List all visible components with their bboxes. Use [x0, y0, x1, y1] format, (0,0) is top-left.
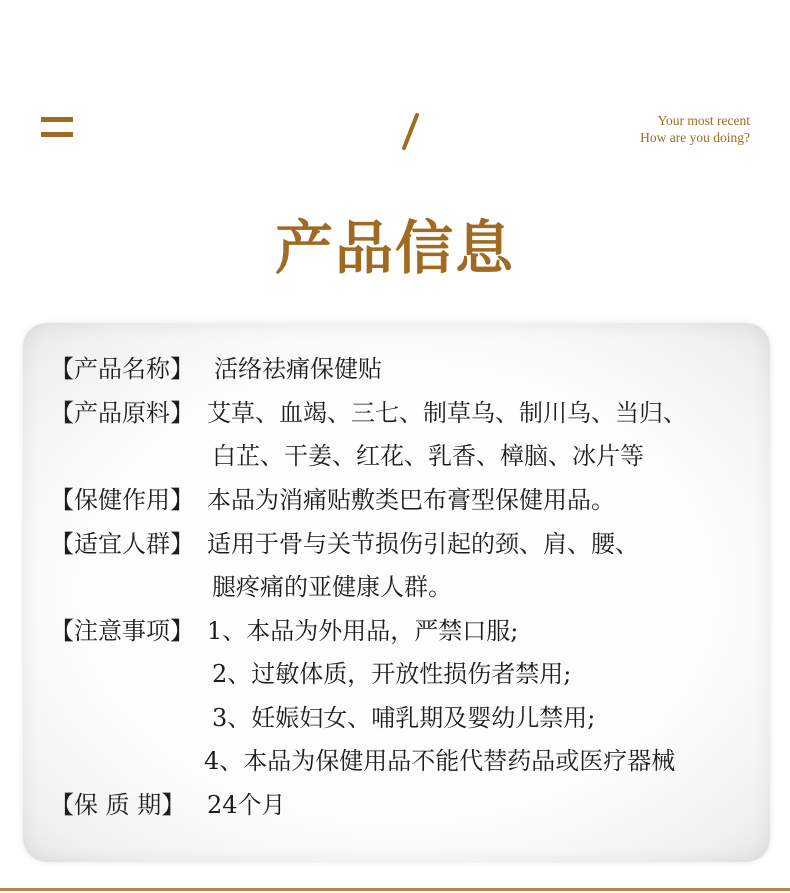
ingredients-label: 【产品原料】 — [50, 399, 194, 427]
menu-icon[interactable] — [41, 117, 73, 139]
name-label: 【产品名称】 — [50, 355, 194, 383]
note-item-3: 3、妊娠妇女、哺乳期及婴幼儿禁用; — [212, 704, 596, 732]
section-title: 产品信息 — [274, 214, 515, 282]
tagline-line-1: Your most recent — [657, 113, 750, 128]
shelf-life-label: 【保 质 期】 — [50, 791, 186, 819]
name-value: 活络祛痛保健贴 — [214, 355, 382, 383]
shelf-life-value: 24个月 — [207, 791, 286, 819]
audience-line-2: 腿疼痛的亚健康人群。 — [212, 573, 452, 601]
bottom-rule — [0, 888, 790, 891]
note-item-4: 4、本品为保健用品不能代替药品或医疗器械 — [204, 747, 676, 775]
ingredients-line-2: 白芷、干姜、红花、乳香、樟脑、冰片等 — [212, 442, 644, 470]
tagline-line-2: How are you doing? — [640, 130, 750, 145]
function-value: 本品为消痛贴敷类巴布膏型保健用品。 — [207, 486, 615, 514]
note-item-2: 2、过敏体质，开放性损伤者禁用; — [212, 660, 572, 688]
tagline — [640, 112, 750, 146]
function-label: 【保健作用】 — [50, 486, 194, 514]
slash-icon — [398, 112, 422, 152]
note-item-1: 1、本品为外用品，严禁口服; — [207, 617, 519, 645]
audience-line-1: 适用于骨与关节损伤引起的颈、肩、腰、 — [207, 530, 639, 558]
notes-label: 【注意事项】 — [50, 617, 194, 645]
audience-label: 【适宜人群】 — [50, 530, 194, 558]
ingredients-line-1: 艾草、血竭、三七、制草乌、制川乌、当归、 — [207, 399, 687, 427]
